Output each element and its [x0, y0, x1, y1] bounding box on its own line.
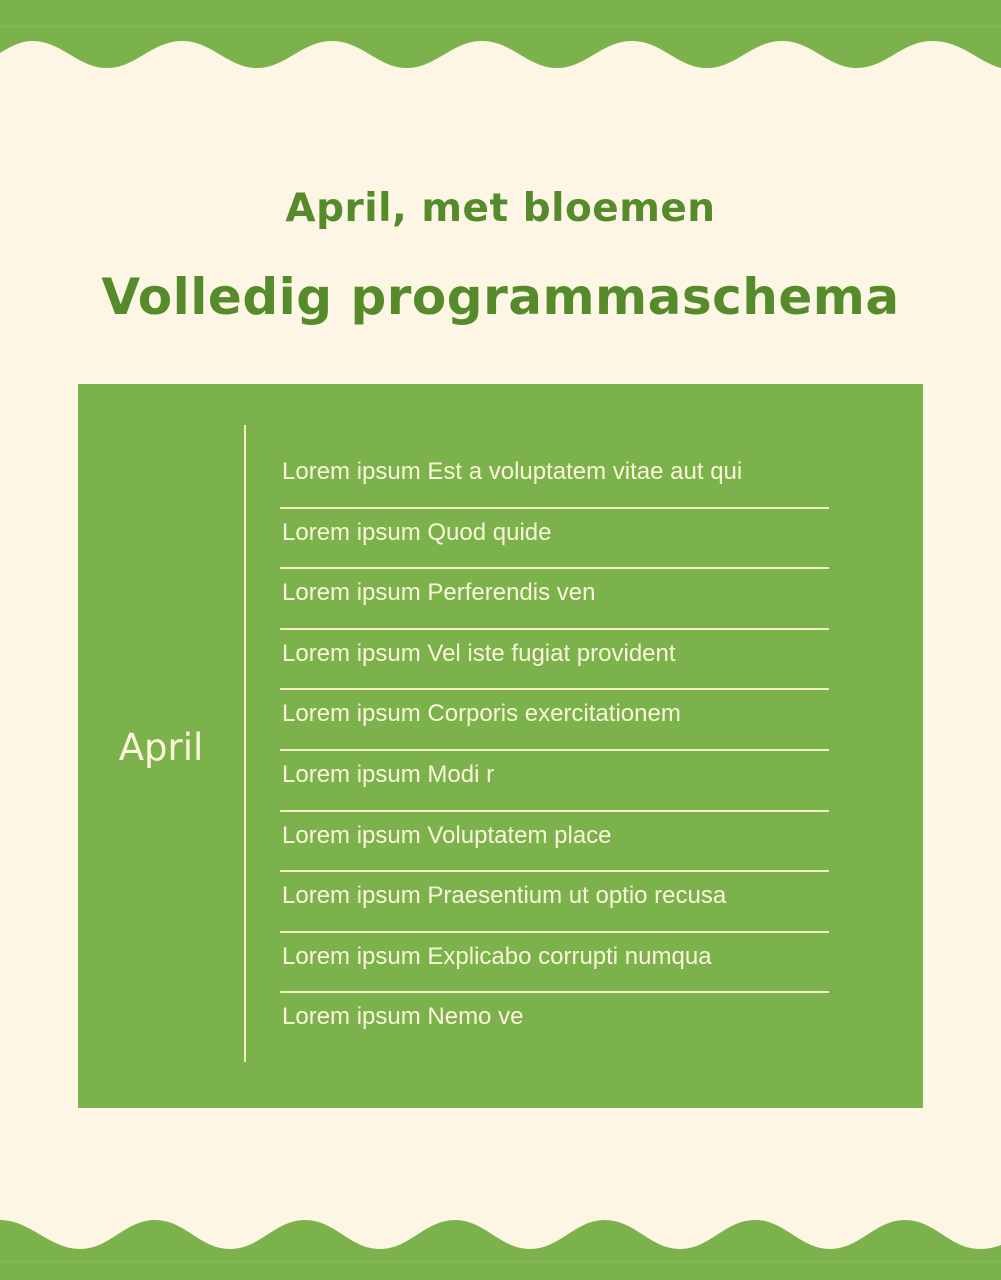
list-item: [280, 935, 829, 994]
list-item-label: Lorem ipsum Quod quide: [282, 518, 552, 546]
top-wave-border: [0, 0, 1001, 72]
list-item-label: Lorem ipsum Vel iste fugiat provident: [282, 639, 676, 667]
vertical-divider: [244, 425, 246, 1062]
list-item-label: Lorem ipsum Est a voluptatem vitae aut qui: [282, 458, 743, 485]
schedule-panel: [78, 384, 923, 1108]
page-title: Volledig programmaschema: [101, 268, 900, 326]
list-item: [280, 995, 829, 1054]
list-item: [280, 450, 829, 509]
list-item-label: Lorem ipsum Explicabo corrupti numqua: [282, 942, 712, 970]
list-item-label: Lorem ipsum Voluptatem place: [282, 821, 612, 849]
list-item: [280, 814, 829, 873]
bottom-wave-border: [0, 1212, 1001, 1280]
list-item: [280, 753, 829, 812]
list-item-label: Lorem ipsum Praesentium ut optio recusa: [282, 882, 727, 910]
subtitle: April, met bloemen: [285, 186, 716, 231]
list-item-label: Lorem ipsum Nemo ve: [282, 1003, 524, 1031]
schedule-list: [280, 450, 829, 1056]
list-item-label: Lorem ipsum Perferendis ven: [282, 579, 596, 607]
month-label: April: [118, 726, 204, 769]
list-item-label: Lorem ipsum Corporis exercitationem: [282, 700, 681, 728]
list-item: [280, 511, 829, 570]
list-item: [280, 632, 829, 691]
list-item: [280, 692, 829, 751]
list-item: [280, 571, 829, 630]
list-item-label: Lorem ipsum Modi r: [282, 760, 495, 788]
list-item: [280, 874, 829, 933]
